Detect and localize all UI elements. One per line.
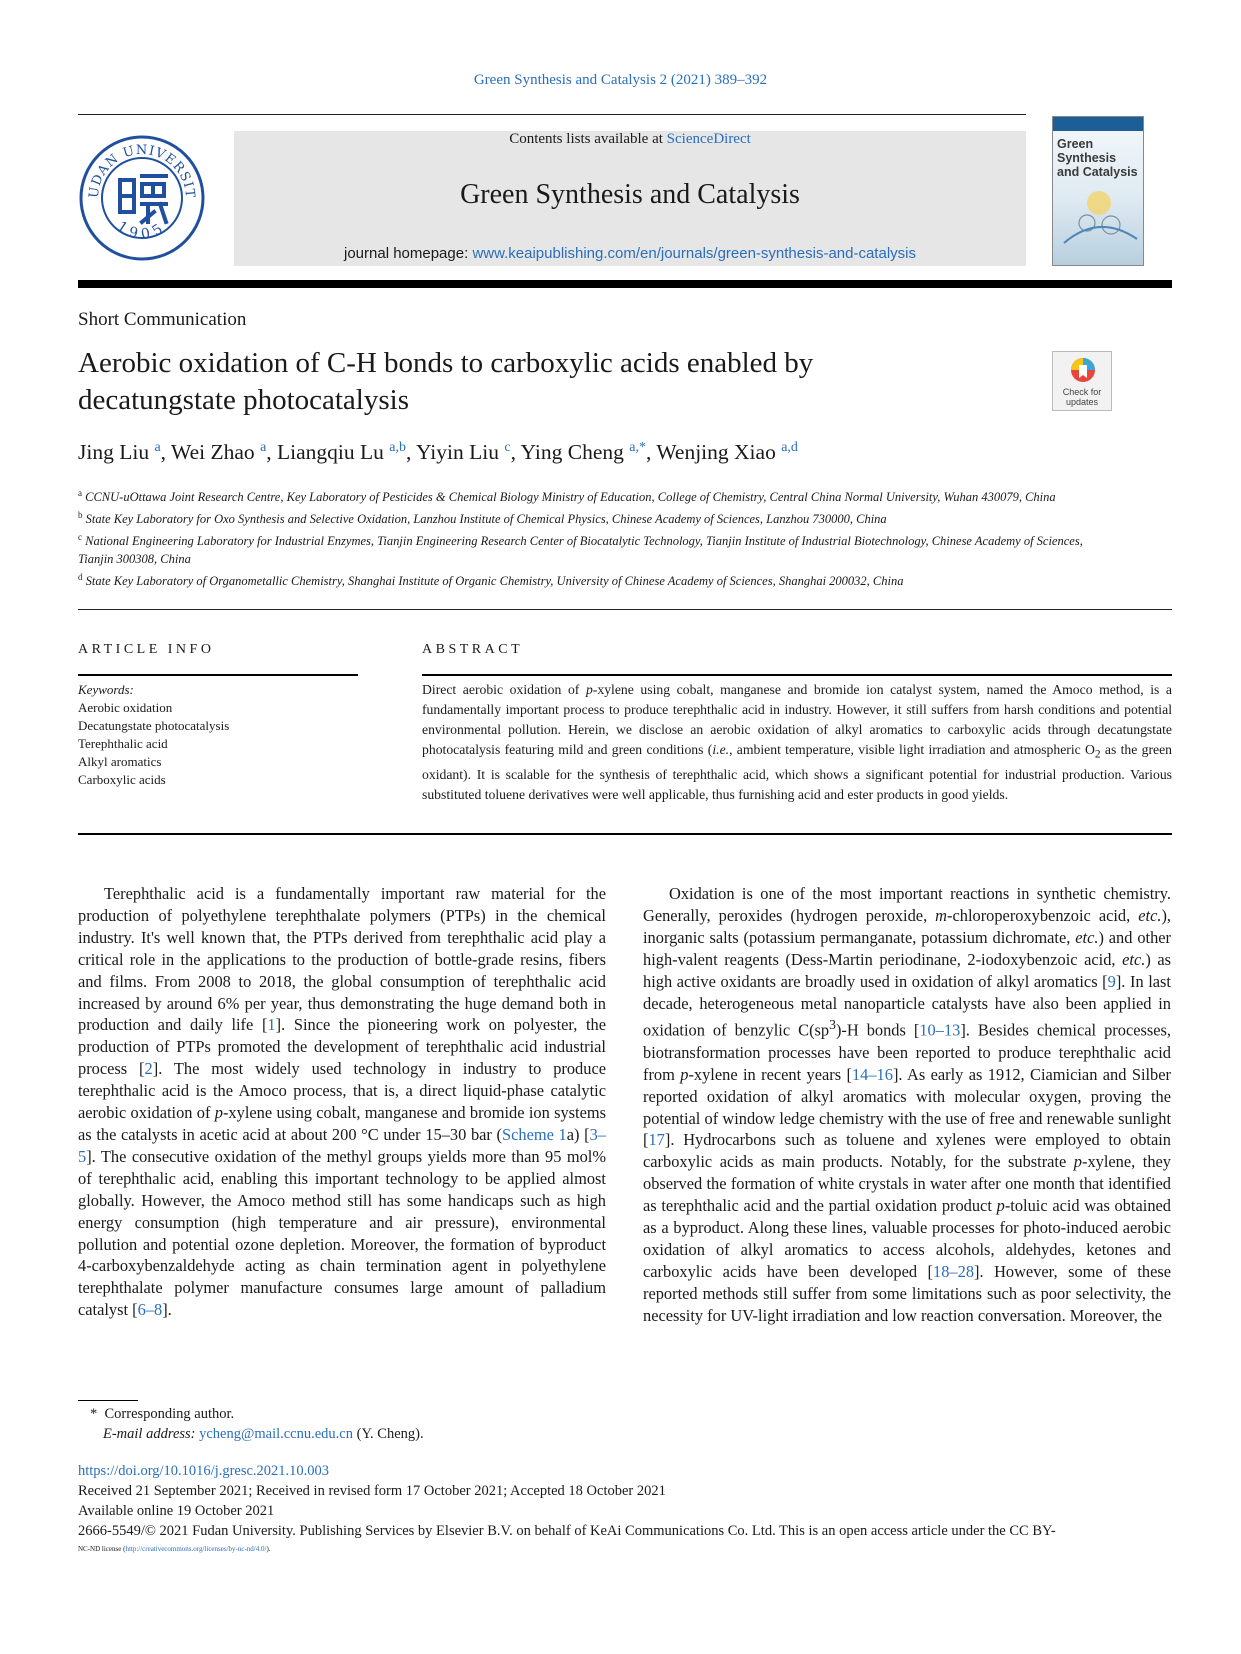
reference-link[interactable]: 10–13 <box>919 1020 961 1040</box>
reference-link[interactable]: 3–5 <box>78 1124 606 1166</box>
fudan-university-logo <box>78 134 206 262</box>
received-dates: Received 21 September 2021; Received in revised form 17 October 2021; Accepted 18 October 2021 <box>78 1483 666 1499</box>
cover-artwork <box>1059 173 1139 249</box>
reference-link[interactable]: 1 <box>267 1015 276 1035</box>
affiliation-item: $^b$ State Key Laboratory for Oxo Synthesis and Selective Oxidation, Lanzhou Institute of Chemical Physics, Chinese Academy of Sciences, Lanzhou 730000, China <box>78 510 887 527</box>
scheme-link[interactable]: Scheme 1 <box>502 1124 567 1144</box>
article-info-heading: ARTICLE INFO <box>78 642 215 657</box>
journal-cover-thumbnail[interactable] <box>1052 116 1144 266</box>
license-line: NC-ND license (http://creativecommons.org/licenses/by-nc-nd/4.0/). <box>78 1545 271 1553</box>
abstract-bottom-rule <box>78 833 1172 835</box>
author-name[interactable]: Wei Zhao <box>171 440 255 465</box>
author-name[interactable]: Wenjing Xiao <box>656 440 776 465</box>
affiliation-item: $^d$ State Key Laboratory of Organometallic Chemistry, Shanghai Institute of Organic Chemistry, University of Chinese Academy of Sciences, Shanghai 200032, China <box>78 572 904 589</box>
body-column-left: Terephthalic acid is a fundamentally important raw material for the production of polyethylene terephthalate polymers (PTPs) in the chemical industry. It's well known that, the PTPs derived from terephthalic acid play a critical role in the applications to the production of bottle-grade resins, fibers and films. From 2008 to 2018, the global consumption of terephthalic acid increased by around 6% per year, thus demonstrating the huge demand both in production and daily life [1]. Since the pioneering work on polyester, the production of PTPs promoted the development of terephthalic acid industrial process [2]. The most widely used technology in industry to produce terephthalic acid is the Amoco process, that is, a direct liquid-phase catalytic aerobic oxidation of p-xylene using cobalt, manganese and bromide ion systems as the catalysts in acetic acid at about 200 °C under 15–30 bar (Scheme 1a) [3–5]. The consecutive oxidation of the methyl groups yields more than 95 mol% of terephthalic acid, enabling this important technology to be applied almost globally. However, the Amoco method still has some handicaps such as high energy consumption (high temperature and air pressure), environmental pollution and potential ozone depletion. Moreover, the formation of byproduct 4-carboxybenzaldehyde acting as chain termination agent in polyethylene terephthalate polymer manufacture consumes large amount of palladium catalyst [6–8]. <box>78 884 606 1320</box>
reference-link[interactable]: 2 <box>144 1059 153 1079</box>
reference-link[interactable]: 17 <box>648 1130 665 1150</box>
author-affiliation-mark[interactable]: a,d <box>781 440 798 455</box>
author-name[interactable]: Ying Cheng <box>520 440 624 465</box>
journal-banner <box>234 131 1026 266</box>
homepage-line <box>234 245 1026 262</box>
cover-title-line2: and Catalysis <box>1057 165 1138 179</box>
author-affiliation-mark[interactable]: a <box>260 440 267 455</box>
cover-top-bar <box>1053 117 1143 131</box>
author-list: Jing Liu $^a$, Wei Zhao $^a$, Liangqiu Lu $^{a,b}$, Yiyin Liu $^c$, Ying Cheng $^{a,*}$, Wenjing Xiao $^{a,d}$ <box>78 440 798 465</box>
homepage-prefix: journal homepage: <box>344 245 473 262</box>
header-thick-rule <box>78 280 1172 288</box>
reference-link[interactable]: 6–8 <box>137 1300 163 1320</box>
section-rule <box>78 609 1172 610</box>
keyword-list <box>78 699 229 789</box>
doi-link[interactable]: https://doi.org/10.1016/j.gresc.2021.10.003 <box>78 1463 330 1479</box>
article-title: Aerobic oxidation of C-H bonds to carboxylic acids enabled by decatungstate photocatalysis <box>78 347 814 416</box>
author-name[interactable]: Liangqiu Lu <box>277 440 384 465</box>
footnote-rule <box>78 1400 138 1401</box>
keyword-item: Decatungstate photocatalysis <box>78 718 230 733</box>
journal-name: Green Synthesis and Catalysis <box>460 179 800 210</box>
keyword-item: Alkyl aromatics <box>78 754 162 769</box>
abstract-rule <box>422 674 1172 676</box>
logo-year-text: 1905 <box>114 218 170 243</box>
article-info-rule <box>78 674 358 676</box>
reference-link[interactable]: 18–28 <box>933 1261 975 1281</box>
author-affiliation-mark[interactable]: a,b <box>389 440 407 455</box>
article-type: Short Communication <box>78 309 247 330</box>
body-column-right: Oxidation is one of the most important reactions in synthetic chemistry. Generally, peroxides (hydrogen peroxide, m-chloroperoxybenzoic acid, etc.), inorganic salts (potassium permanganate, potassium dichromate, etc.) and other high-valent reagents (Dess-Martin periodinane, 2-iodoxybenzoic acid, etc.) as high active oxidants are broadly used in oxidation of alkyl aromatics [9]. In last decade, heterogeneous metal nanoparticle catalysts have also been applied in oxidation of benzylic $C(sp^3)-H$ bonds [10–13]. Besides chemical processes, biotransformation processes have been reported to produce terephthalic acid from p-xylene in recent years [14–16]. As early as 1912, Ciamician and Silber reported oxidation of alkyl aromatics with molecular oxygen, proving the potential of window ledge chemistry with the use of free and renewable sunlight [17]. Hydrocarbons such as toluene and xylenes were employed to obtain carboxylic acids as main products. Notably, for the substrate p-xylene, they observed the formation of white crystals in water after one month that identified as terephthalic acid and the partial oxidation product p-toluic acid was obtained as a byproduct. Along these lines, valuable processes for photo-induced aerobic oxidation of alkyl aromatics to access alcohols, aldehydes, ketones and carboxylic acids have been developed [18–28]. However, some of these reported methods still suffer from some limitations such as poor selectivity, the necessity for UV-light irradiation and low reaction conversation. Moreover, the <box>643 884 1172 1325</box>
keywords-block <box>78 681 229 789</box>
author-name[interactable]: Jing Liu <box>78 440 150 465</box>
reference-link[interactable]: 9 <box>1107 971 1116 991</box>
copyright-notice: 2666-5549/© 2021 Fudan University. Publishing Services by Elsevier B.V. on behalf of KeAi Communications Co. Ltd. This is an open access article under the CC BY- <box>78 1523 1056 1539</box>
check-for-updates-button[interactable] <box>1052 351 1112 411</box>
homepage-link[interactable]: www.keaipublishing.com/en/journals/green-synthesis-and-catalysis <box>472 245 916 262</box>
svg-text:FUDAN UNIVERSITY <box>78 134 197 199</box>
keyword-item: Aerobic oxidation <box>78 700 173 715</box>
author-affiliation-mark[interactable]: c <box>504 440 511 455</box>
license-link[interactable]: http://creativecommons.org/licenses/by-nc-nd/4.0/ <box>125 1545 267 1553</box>
journal-citation[interactable]: Green Synthesis and Catalysis 2 (2021) 389–392 <box>473 72 768 88</box>
affiliation-item: $^c$ National Engineering Laboratory for Industrial Enzymes, Tianjin Engineering Research Center of Biocatalytic Technology, Tianjin Institute of Industrial Biotechnology, Chinese Academy of Sciences, Tianjin 300308, China <box>78 532 1083 567</box>
email-link[interactable]: ycheng@mail.ccnu.edu.cn <box>199 1426 353 1442</box>
check-for-updates-label: Check for updates <box>1062 387 1102 407</box>
abstract-heading: ABSTRACT <box>422 642 524 657</box>
author-name[interactable]: Yiyin Liu <box>415 440 499 465</box>
sciencedirect-link[interactable]: ScienceDirect <box>666 131 751 147</box>
keyword-item: Carboxylic acids <box>78 772 166 787</box>
author-affiliation-mark[interactable]: a <box>154 440 161 455</box>
reference-link[interactable]: 14–16 <box>851 1064 893 1084</box>
keyword-item: Terephthalic acid <box>78 736 168 751</box>
logo-university-text: UDAN UNIVERSIT <box>86 142 198 200</box>
contents-prefix: Contents lists available at <box>509 131 667 147</box>
cover-title-line1: Green Synthesis <box>1057 137 1117 165</box>
crossmark-icon <box>1069 356 1097 386</box>
affiliation-list <box>78 484 1118 591</box>
corresponding-author-note: * Corresponding author. <box>90 1406 235 1422</box>
affiliation-item: $^a$ CCNU-uOttawa Joint Research Centre, Key Laboratory of Pesticides & Chemical Biology Ministry of Education, College of Chemistry, Central China Normal University, Wuhan 430079, China <box>78 488 1056 505</box>
contents-line <box>234 131 1026 148</box>
abstract-text: Direct aerobic oxidation of p-xylene using cobalt, manganese and bromide ion catalyst system, named the Amoco method, is a fundamentally important process to produce terephthalic acid in industry. However, it still suffers from harsh conditions and potential environmental pollution. Herein, we disclose an aerobic oxidation of alkyl aromatics to carboxylic acids through decatungstate photocatalysis featuring mild and green conditions (i.e., ambient temperature, visible light irradiation and atmospheric $O_2$ as the green oxidant). It is scalable for the synthesis of terephthalic acid, which shows a significant potential for industrial production. Various substituted toluene derivatives were well applicable, thus furnishing acid and ester products in good yields. <box>422 682 1173 802</box>
available-online-date: Available online 19 October 2021 <box>78 1503 275 1519</box>
author-affiliation-mark[interactable]: a,* <box>629 440 646 455</box>
email-note: E-mail address: ycheng@mail.ccnu.edu.cn (Y. Cheng). <box>103 1426 424 1442</box>
header-rule <box>78 114 1026 115</box>
keywords-label: Keywords: <box>78 682 134 697</box>
